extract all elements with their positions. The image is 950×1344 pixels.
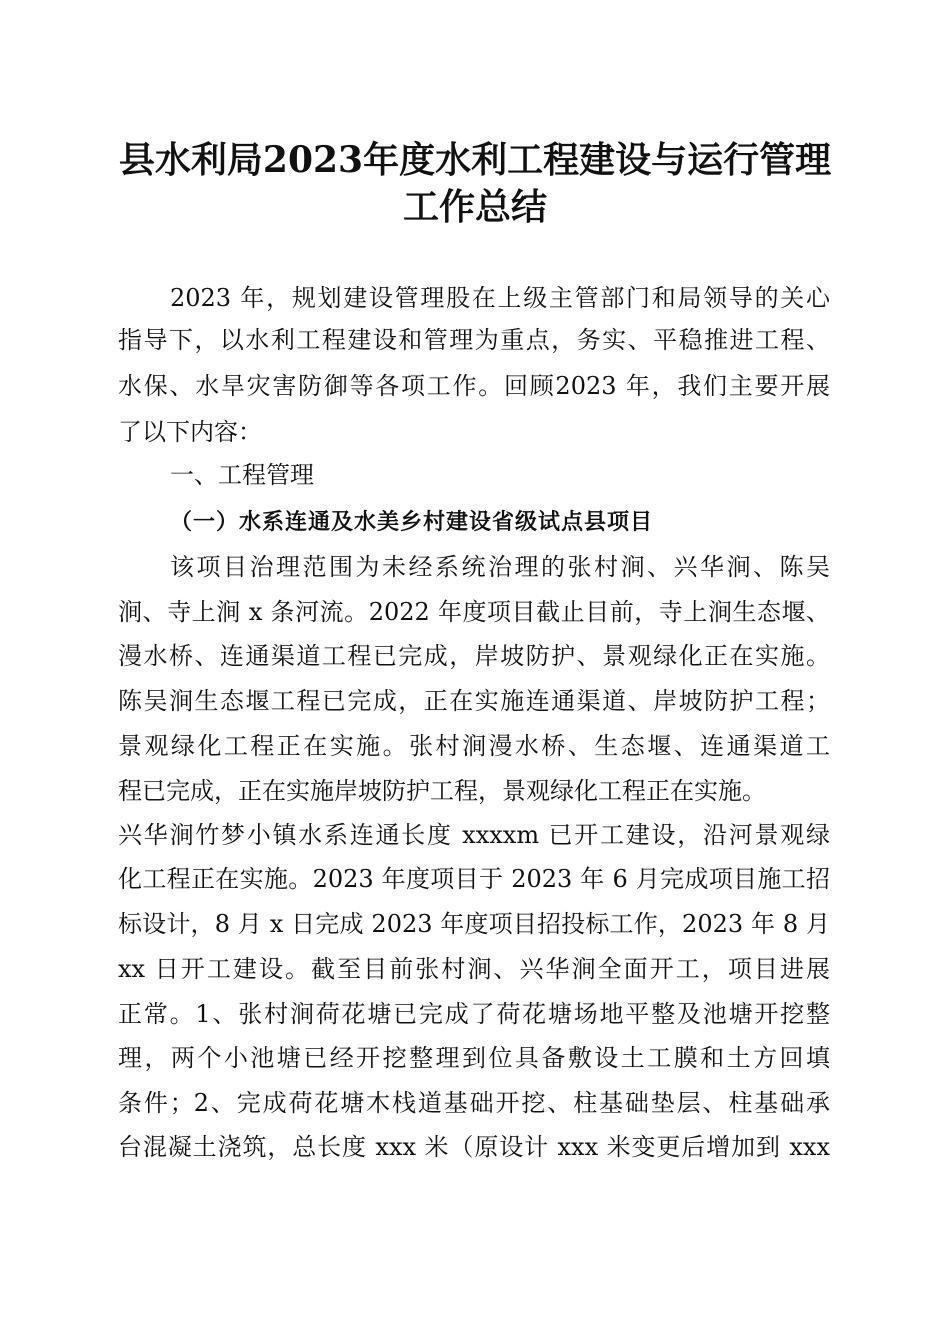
body-paragraph-line: 标设计，8 月 x 日完成 2023 年度项目招投标工作，2023 年 8 月 [118,910,830,938]
body-paragraph-line: 涧、寺上涧 x 条河流。2022 年度项目截止目前，寺上涧生态堰、 [118,598,830,626]
intro-paragraph-line: 2023 年，规划建设管理股在上级主管部门和局领导的关心 [170,284,830,312]
body-paragraph-line: 兴华涧竹梦小镇水系连通长度 xxxxm 已开工建设，沿河景观绿 [118,821,830,849]
intro-paragraph-line: 了以下内容： [118,418,262,446]
document-title-line-1: 县水利局2023年度水利工程建设与运行管理 [118,139,832,181]
body-paragraph-line: 陈吴涧生态堰工程已完成，正在实施连通渠道、岸坡防护工程； [118,687,830,715]
body-paragraph-line: 化工程正在实施。2023 年度项目于 2023 年 6 月完成项目施工招 [118,865,830,893]
body-paragraph-line: 正常。1、张村涧荷花塘已完成了荷花塘场地平整及池塘开挖整 [118,1000,830,1028]
document-title-line-2: 工作总结 [402,186,547,228]
body-paragraph-line: 该项目治理范围为未经系统治理的张村涧、兴华涧、陈吴 [170,553,830,581]
body-paragraph-line: 漫水桥、连通渠道工程已完成，岸坡防护、景观绿化正在实施。 [118,642,830,670]
subsection-heading: （一）水系连通及水美乡村建设省级试点县项目 [170,509,654,535]
body-paragraph-line: 理，两个小池塘已经开挖整理到位具备敷设土工膜和土方回填 [118,1044,830,1072]
intro-paragraph-line: 水保、水旱灾害防御等各项工作。回顾2023 年，我们主要开展 [118,372,830,400]
body-paragraph-line: 景观绿化工程正在实施。张村涧漫水桥、生态堰、连通渠道工 [118,732,830,760]
body-paragraph-line: 程已完成，正在实施岸坡防护工程，景观绿化工程正在实施。 [118,777,766,805]
body-paragraph-line: xx 日开工建设。截至目前张村涧、兴华涧全面开工，项目进展 [118,955,830,983]
body-paragraph-line: 台混凝土浇筑，总长度 xxx 米（原设计 xxx 米变更后增加到 xxx [118,1133,830,1161]
intro-paragraph-line: 指导下，以水利工程建设和管理为重点，务实、平稳推进工程、 [118,326,830,354]
section-heading: 一、工程管理 [170,461,314,489]
body-paragraph-line: 条件；2、完成荷花塘木栈道基础开挖、柱基础垫层、柱基础承 [118,1089,830,1117]
